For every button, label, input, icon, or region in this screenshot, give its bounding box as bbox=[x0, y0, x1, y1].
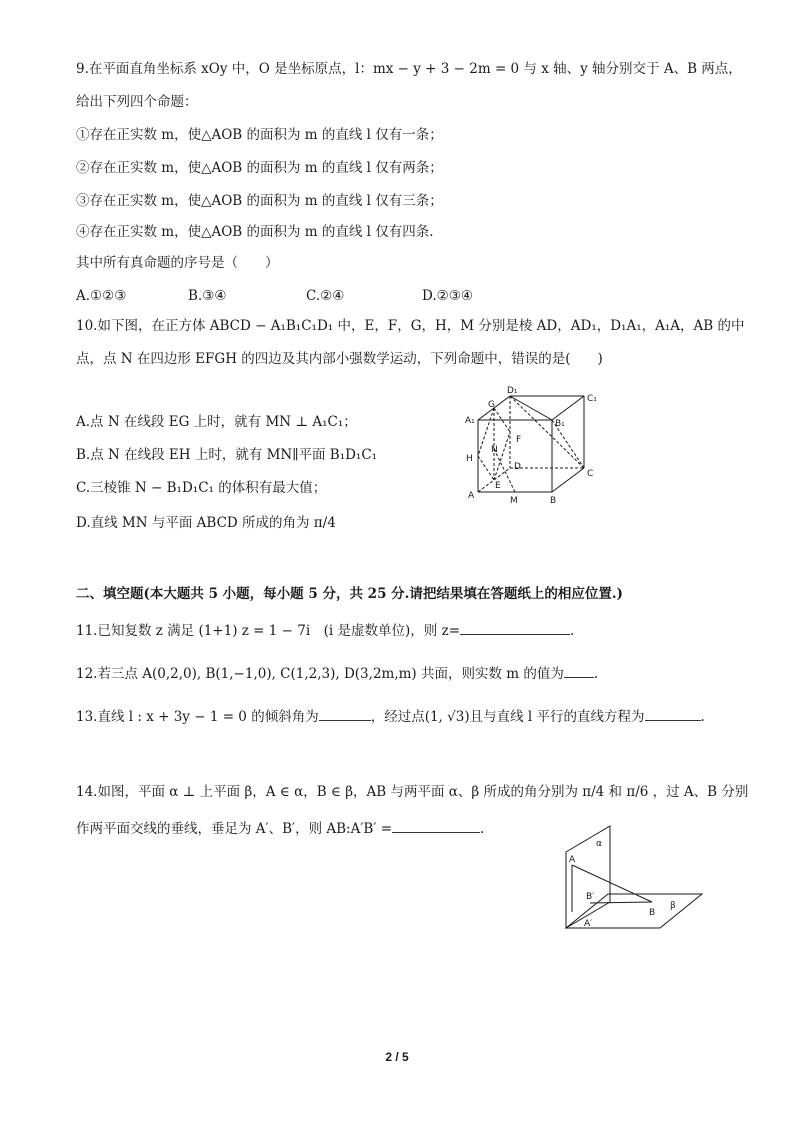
cube-figure bbox=[460, 384, 610, 510]
q10-stem-line2: 点，点 N 在四边形 EFGH 的四边及其内部小强数学运动，下列命题中，错误的是( ) bbox=[76, 351, 603, 367]
label-alpha: α bbox=[596, 839, 602, 849]
q10-option-d: D.直线 MN 与平面 ABCD 所成的角为 π/4 bbox=[76, 515, 336, 531]
page-number: 2 / 5 bbox=[385, 1050, 409, 1064]
label-d: D bbox=[514, 462, 521, 472]
q9-prop-1: ①存在正实数 m，使△AOB 的面积为 m 的直线 l 仅有一条； bbox=[76, 127, 443, 143]
q9-prop-2: ②存在正实数 m，使△AOB 的面积为 m 的直线 l 仅有两条； bbox=[76, 160, 443, 176]
label-a: A bbox=[468, 491, 475, 501]
label-f: F bbox=[516, 435, 522, 445]
q12 bbox=[76, 663, 598, 684]
q9-option-d: D.②③④ bbox=[422, 288, 473, 304]
label-h: H bbox=[466, 454, 473, 464]
q11-answer-blank[interactable] bbox=[460, 620, 570, 635]
label-m: M bbox=[510, 496, 518, 506]
label-d1: D₁ bbox=[507, 386, 518, 396]
label-b-point: B bbox=[649, 908, 656, 918]
q9-option-a: A.①②③ bbox=[76, 288, 127, 304]
q10-option-c: C.三棱锥 N − B₁D₁C₁ 的体积有最大值； bbox=[76, 480, 327, 496]
q9-intro: 给出下列四个命题： bbox=[76, 94, 198, 110]
q10-option-a: A.点 N 在线段 EG 上时，就有 MN ⊥ A₁C₁； bbox=[76, 414, 357, 430]
q11-end: . bbox=[570, 623, 575, 639]
q14-answer-blank[interactable] bbox=[392, 818, 480, 833]
section-fill-in-heading: 二、填空题(本大题共 5 小题，每小题 5 分，共 25 分.请把结果填在答题纸上的相应位置.) bbox=[76, 586, 623, 602]
label-a-prime: A′ bbox=[584, 919, 593, 929]
q10-option-b: B.点 N 在线段 EH 上时，就有 MN∥平面 B₁D₁C₁ bbox=[76, 447, 378, 463]
planes-figure bbox=[552, 822, 712, 938]
label-b-prime: B′ bbox=[586, 892, 595, 902]
q10-stem-line1: 10.如下图，在正方体 ABCD − A₁B₁C₁D₁ 中，E，F，G，H，M 分别是棱 AD，AD₁，D₁A₁，A₁A，AB 的中 bbox=[76, 318, 745, 334]
label-beta: β bbox=[670, 901, 676, 911]
q13 bbox=[76, 706, 705, 727]
q9-option-c: C.②④ bbox=[306, 288, 345, 304]
q9-prop-3: ③存在正实数 m，使△AOB 的面积为 m 的直线 l 仅有三条； bbox=[76, 193, 443, 209]
label-a-point: A bbox=[569, 855, 576, 865]
q9-prop-4: ④存在正实数 m，使△AOB 的面积为 m 的直线 l 仅有四条. bbox=[76, 224, 434, 240]
label-g: G bbox=[488, 400, 495, 410]
q11 bbox=[76, 620, 574, 641]
q13-text-part2: ，经过点(1, √3)且与直线 l 平行的直线方程为 bbox=[370, 709, 645, 725]
q13-text-part1: 13.直线 l : x + 3y − 1 = 0 的倾斜角为 bbox=[76, 709, 319, 725]
q9-stem: 9.在平面直角坐标系 xOy 中，O 是坐标原点，l：mx − y + 3 − 2m = 0 与 x 轴、y 轴分别交于 A、B 两点， bbox=[76, 61, 742, 77]
label-c: C bbox=[587, 469, 594, 479]
q14-line1: 14.如图，平面 α ⊥ 上平面 β，A ∈ α，B ∈ β，AB 与两平面 α、β 所成的角分别为 π/4 和 π/6 ，过 A、B 分别 bbox=[76, 784, 749, 800]
q9-option-b: B.③④ bbox=[188, 288, 227, 304]
label-b1: B₁ bbox=[555, 419, 565, 429]
label-b: B bbox=[550, 496, 557, 506]
q14-end: . bbox=[480, 821, 485, 837]
label-n: N bbox=[491, 445, 498, 455]
q12-text: 12.若三点 A(0,2,0), B(1,−1,0), C(1,2,3), D(3,2m,m) 共面，则实数 m 的值为 bbox=[76, 666, 564, 682]
q13-answer-blank-1[interactable] bbox=[319, 706, 371, 721]
label-a1: A₁ bbox=[465, 416, 475, 426]
q14-text: 作两平面交线的垂线，垂足为 A′、B′，则 AB:A′B′ = bbox=[76, 821, 393, 837]
q14-line2 bbox=[76, 818, 484, 839]
q13-end: . bbox=[700, 709, 705, 725]
q9-question: 其中所有真命题的序号是（ ） bbox=[76, 255, 279, 271]
q11-text: 11.已知复数 z 满足 (1+1) z = 1 − 7i (i 是虚数单位)，则 z= bbox=[76, 623, 461, 639]
label-e: E bbox=[495, 481, 501, 491]
q13-answer-blank-2[interactable] bbox=[645, 706, 701, 721]
q12-answer-blank[interactable] bbox=[564, 663, 594, 678]
label-c1: C₁ bbox=[587, 394, 597, 404]
q12-end: . bbox=[593, 666, 599, 682]
